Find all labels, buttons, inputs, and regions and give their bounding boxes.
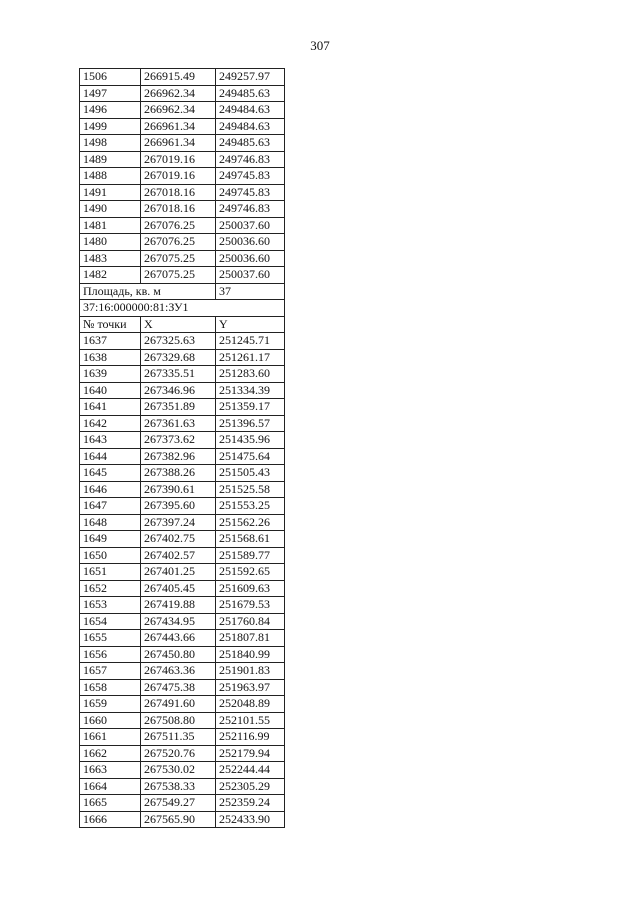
x-coordinate-cell: 267361.63	[141, 415, 216, 432]
table-row	[80, 85, 285, 102]
y-coordinate-cell: 251245.71	[216, 333, 285, 350]
table-row	[80, 168, 285, 185]
table-row	[80, 135, 285, 152]
point-number-cell: 1481	[80, 217, 141, 234]
table-row	[80, 514, 285, 531]
point-number-cell: 1506	[80, 69, 141, 86]
point-number-cell: 1644	[80, 448, 141, 465]
point-number-cell: 1639	[80, 366, 141, 383]
x-coordinate-cell: 267019.16	[141, 151, 216, 168]
x-coordinate-cell: 267475.38	[141, 679, 216, 696]
point-number-cell: 1647	[80, 498, 141, 515]
y-coordinate-cell: 251592.65	[216, 564, 285, 581]
point-number-cell: 1638	[80, 349, 141, 366]
table-row	[80, 217, 285, 234]
area-row	[80, 283, 285, 300]
y-coordinate-cell: 249746.83	[216, 151, 285, 168]
y-coordinate-cell: 252433.90	[216, 811, 285, 828]
table-row	[80, 745, 285, 762]
header-x: X	[141, 316, 216, 333]
y-coordinate-cell: 251609.63	[216, 580, 285, 597]
x-coordinate-cell: 267076.25	[141, 234, 216, 251]
y-coordinate-cell: 249746.83	[216, 201, 285, 218]
table-row	[80, 399, 285, 416]
x-coordinate-cell: 266962.34	[141, 102, 216, 119]
table-row	[80, 267, 285, 284]
x-coordinate-cell: 267520.76	[141, 745, 216, 762]
table-row	[80, 69, 285, 86]
y-coordinate-cell: 251568.61	[216, 531, 285, 548]
x-coordinate-cell: 267019.16	[141, 168, 216, 185]
x-coordinate-cell: 267075.25	[141, 267, 216, 284]
table-row	[80, 382, 285, 399]
y-coordinate-cell: 250037.60	[216, 267, 285, 284]
point-number-cell: 1655	[80, 630, 141, 647]
y-coordinate-cell: 249484.63	[216, 118, 285, 135]
y-coordinate-cell: 249485.63	[216, 85, 285, 102]
y-coordinate-cell: 252359.24	[216, 795, 285, 812]
x-coordinate-cell: 267395.60	[141, 498, 216, 515]
x-coordinate-cell: 267397.24	[141, 514, 216, 531]
point-number-cell: 1480	[80, 234, 141, 251]
y-coordinate-cell: 251283.60	[216, 366, 285, 383]
coordinates-rows-bottom	[80, 333, 285, 828]
y-coordinate-cell: 251334.39	[216, 382, 285, 399]
y-coordinate-cell: 251525.58	[216, 481, 285, 498]
x-coordinate-cell: 266915.49	[141, 69, 216, 86]
y-coordinate-cell: 249257.97	[216, 69, 285, 86]
page-number: 307	[310, 38, 330, 53]
table-row	[80, 597, 285, 614]
x-coordinate-cell: 267530.02	[141, 762, 216, 779]
y-coordinate-cell: 249745.83	[216, 184, 285, 201]
point-number-cell: 1657	[80, 663, 141, 680]
table-row	[80, 366, 285, 383]
table-row	[80, 762, 285, 779]
x-coordinate-cell: 267388.26	[141, 465, 216, 482]
x-coordinate-cell: 267549.27	[141, 795, 216, 812]
point-number-cell: 1496	[80, 102, 141, 119]
y-coordinate-cell: 251901.83	[216, 663, 285, 680]
x-coordinate-cell: 267538.33	[141, 778, 216, 795]
table-row	[80, 778, 285, 795]
x-coordinate-cell: 267335.51	[141, 366, 216, 383]
x-coordinate-cell: 267382.96	[141, 448, 216, 465]
parcel-row	[80, 300, 285, 317]
table-row	[80, 465, 285, 482]
point-number-cell: 1489	[80, 151, 141, 168]
y-coordinate-cell: 251261.17	[216, 349, 285, 366]
x-coordinate-cell: 267373.62	[141, 432, 216, 449]
y-coordinate-cell: 251840.99	[216, 646, 285, 663]
x-coordinate-cell: 267075.25	[141, 250, 216, 267]
table-row	[80, 811, 285, 828]
point-number-cell: 1637	[80, 333, 141, 350]
table-row	[80, 564, 285, 581]
x-coordinate-cell: 267565.90	[141, 811, 216, 828]
header-row	[80, 316, 285, 333]
y-coordinate-cell: 251396.57	[216, 415, 285, 432]
point-number-cell: 1649	[80, 531, 141, 548]
x-coordinate-cell: 267076.25	[141, 217, 216, 234]
point-number-cell: 1640	[80, 382, 141, 399]
point-number-cell: 1499	[80, 118, 141, 135]
x-coordinate-cell: 267463.36	[141, 663, 216, 680]
x-coordinate-cell: 267508.80	[141, 712, 216, 729]
y-coordinate-cell: 252179.94	[216, 745, 285, 762]
table-row	[80, 547, 285, 564]
header-y: Y	[216, 316, 285, 333]
y-coordinate-cell: 250036.60	[216, 250, 285, 267]
table-row	[80, 712, 285, 729]
x-coordinate-cell: 266962.34	[141, 85, 216, 102]
y-coordinate-cell: 249484.63	[216, 102, 285, 119]
y-coordinate-cell: 252244.44	[216, 762, 285, 779]
table-row	[80, 498, 285, 515]
x-coordinate-cell: 267329.68	[141, 349, 216, 366]
y-coordinate-cell: 251505.43	[216, 465, 285, 482]
point-number-cell: 1646	[80, 481, 141, 498]
y-coordinate-cell: 251435.96	[216, 432, 285, 449]
y-coordinate-cell: 251963.97	[216, 679, 285, 696]
x-coordinate-cell: 267402.75	[141, 531, 216, 548]
x-coordinate-cell: 267511.35	[141, 729, 216, 746]
y-coordinate-cell: 251553.25	[216, 498, 285, 515]
y-coordinate-cell: 251589.77	[216, 547, 285, 564]
table-row	[80, 531, 285, 548]
table-row	[80, 663, 285, 680]
point-number-cell: 1482	[80, 267, 141, 284]
x-coordinate-cell: 266961.34	[141, 135, 216, 152]
y-coordinate-cell: 252305.29	[216, 778, 285, 795]
table-row	[80, 448, 285, 465]
point-number-cell: 1656	[80, 646, 141, 663]
coordinates-summary	[80, 283, 285, 333]
y-coordinate-cell: 252048.89	[216, 696, 285, 713]
y-coordinate-cell: 251807.81	[216, 630, 285, 647]
point-number-cell: 1665	[80, 795, 141, 812]
table-row	[80, 184, 285, 201]
x-coordinate-cell: 267491.60	[141, 696, 216, 713]
table-row	[80, 630, 285, 647]
table-row	[80, 580, 285, 597]
y-coordinate-cell: 251562.26	[216, 514, 285, 531]
x-coordinate-cell: 267018.16	[141, 184, 216, 201]
point-number-cell: 1650	[80, 547, 141, 564]
point-number-cell: 1654	[80, 613, 141, 630]
x-coordinate-cell: 267443.66	[141, 630, 216, 647]
point-number-cell: 1643	[80, 432, 141, 449]
point-number-cell: 1645	[80, 465, 141, 482]
table-row	[80, 118, 285, 135]
point-number-cell: 1663	[80, 762, 141, 779]
x-coordinate-cell: 267450.80	[141, 646, 216, 663]
point-number-cell: 1648	[80, 514, 141, 531]
point-number-cell: 1490	[80, 201, 141, 218]
point-number-cell: 1651	[80, 564, 141, 581]
point-number-cell: 1497	[80, 85, 141, 102]
y-coordinate-cell: 249485.63	[216, 135, 285, 152]
point-number-cell: 1666	[80, 811, 141, 828]
x-coordinate-cell: 267390.61	[141, 481, 216, 498]
table-row	[80, 729, 285, 746]
header-point: № точки	[80, 316, 141, 333]
point-number-cell: 1659	[80, 696, 141, 713]
point-number-cell: 1662	[80, 745, 141, 762]
point-number-cell: 1488	[80, 168, 141, 185]
point-number-cell: 1652	[80, 580, 141, 597]
x-coordinate-cell: 267419.88	[141, 597, 216, 614]
coordinates-rows-top	[80, 69, 285, 284]
point-number-cell: 1658	[80, 679, 141, 696]
x-coordinate-cell: 267325.63	[141, 333, 216, 350]
table-row	[80, 102, 285, 119]
y-coordinate-cell: 252101.55	[216, 712, 285, 729]
point-number-cell: 1660	[80, 712, 141, 729]
point-number-cell: 1641	[80, 399, 141, 416]
y-coordinate-cell: 251475.64	[216, 448, 285, 465]
x-coordinate-cell: 267405.45	[141, 580, 216, 597]
y-coordinate-cell: 252116.99	[216, 729, 285, 746]
point-number-cell: 1483	[80, 250, 141, 267]
y-coordinate-cell: 250037.60	[216, 217, 285, 234]
table-row	[80, 415, 285, 432]
parcel-number: 37:16:000000:81:ЗУ1	[80, 300, 285, 317]
coordinates-table	[79, 68, 285, 828]
table-row	[80, 201, 285, 218]
table-row	[80, 333, 285, 350]
point-number-cell: 1491	[80, 184, 141, 201]
point-number-cell: 1642	[80, 415, 141, 432]
x-coordinate-cell: 267402.57	[141, 547, 216, 564]
table-row	[80, 250, 285, 267]
table-row	[80, 646, 285, 663]
table-row	[80, 151, 285, 168]
table-row	[80, 481, 285, 498]
area-label: Площадь, кв. м	[80, 283, 216, 300]
y-coordinate-cell: 251359.17	[216, 399, 285, 416]
x-coordinate-cell: 267351.89	[141, 399, 216, 416]
x-coordinate-cell: 266961.34	[141, 118, 216, 135]
point-number-cell: 1664	[80, 778, 141, 795]
point-number-cell: 1653	[80, 597, 141, 614]
point-number-cell: 1498	[80, 135, 141, 152]
table-row	[80, 349, 285, 366]
table-row	[80, 432, 285, 449]
point-number-cell: 1661	[80, 729, 141, 746]
table-row	[80, 234, 285, 251]
x-coordinate-cell: 267434.95	[141, 613, 216, 630]
y-coordinate-cell: 251679.53	[216, 597, 285, 614]
y-coordinate-cell: 251760.84	[216, 613, 285, 630]
x-coordinate-cell: 267346.96	[141, 382, 216, 399]
x-coordinate-cell: 267401.25	[141, 564, 216, 581]
table-row	[80, 696, 285, 713]
table-row	[80, 613, 285, 630]
table-row	[80, 795, 285, 812]
table-row	[80, 679, 285, 696]
area-value: 37	[216, 283, 285, 300]
y-coordinate-cell: 250036.60	[216, 234, 285, 251]
x-coordinate-cell: 267018.16	[141, 201, 216, 218]
y-coordinate-cell: 249745.83	[216, 168, 285, 185]
